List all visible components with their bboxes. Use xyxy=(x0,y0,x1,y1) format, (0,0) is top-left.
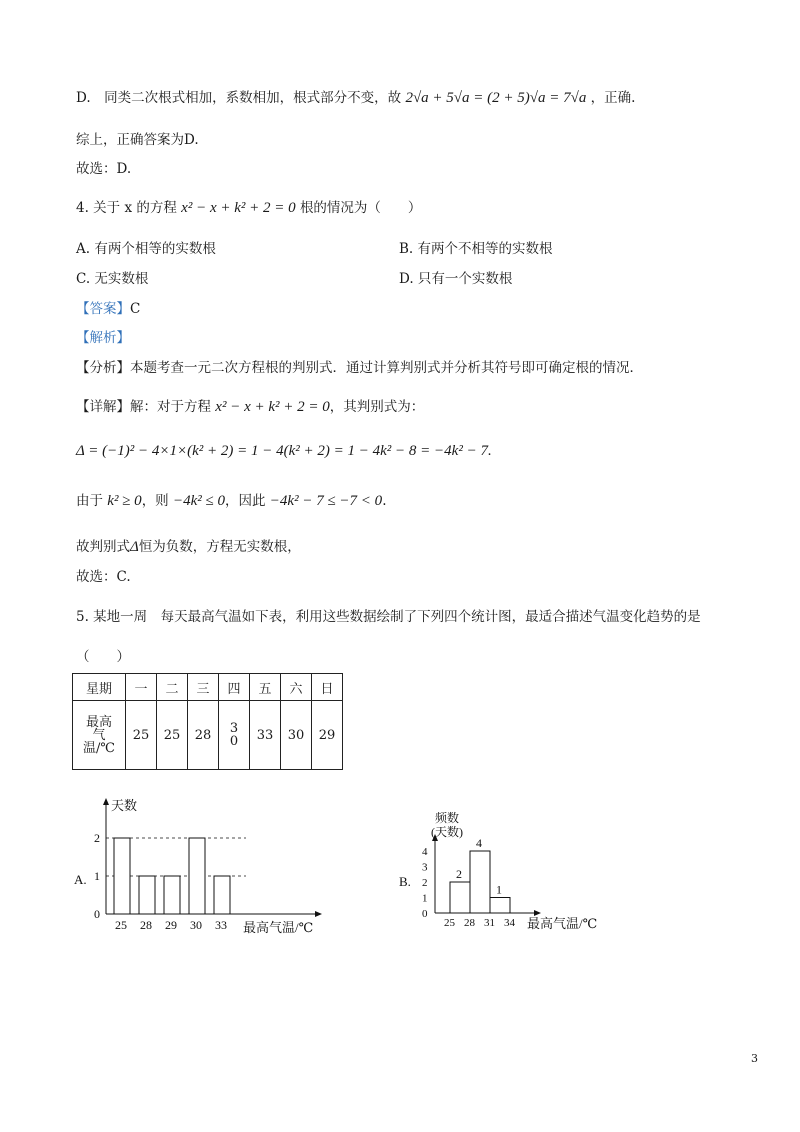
x-tick-label: 25 xyxy=(115,918,127,932)
q4-option-b: B. 有两个不相等的实数根 xyxy=(399,241,553,257)
q4-stem-pre: 4. 关于 x 的方程 xyxy=(76,200,177,216)
since-inequality-3: −4k² − 7 ≤ −7 < 0 xyxy=(269,493,383,509)
table-header-temp-line: 最高 xyxy=(85,714,112,730)
conclusion-pre: 故判别式 xyxy=(76,539,130,555)
conclusion-post: 恒为负数，方程无实数根， xyxy=(138,539,301,555)
y-tick-label: 1 xyxy=(94,869,100,883)
xiangjie-tag: 【详解】 xyxy=(76,399,130,415)
y-tick-label: 2 xyxy=(94,831,100,845)
data-label: 4 xyxy=(476,836,482,850)
table-day: 四 xyxy=(219,674,250,701)
table-header-temp-line: 气 xyxy=(92,727,106,743)
option-label: B. xyxy=(399,874,411,889)
q3-choice: 故选：D. xyxy=(76,161,132,177)
table-temp-thu-2: 0 xyxy=(229,734,239,749)
fenxi-tag: 【分析】 xyxy=(76,360,130,376)
answer-value: C xyxy=(130,301,141,317)
table-row-weekdays xyxy=(73,674,343,701)
q4-conclusion xyxy=(76,535,301,556)
y-tick-label: 2 xyxy=(422,877,428,889)
y-tick-label: 1 xyxy=(422,892,428,905)
q4-option-c: C. 无实数根 xyxy=(76,271,149,287)
table-header-weekday: 星期 xyxy=(73,674,126,701)
table-row-temps xyxy=(73,701,343,770)
table-temp: 28 xyxy=(188,701,219,770)
q5-stem: 5. 某地一周 每天最高气温如下表，利用这些数据绘制了下列四个统计图，最适合描述气温变化趋势的是 xyxy=(76,609,701,625)
x-tick-label: 33 xyxy=(215,918,227,932)
q4-stem-equation: x² − x + k² + 2 = 0 xyxy=(181,200,296,216)
table-day: 日 xyxy=(312,674,343,701)
table-day: 六 xyxy=(281,674,312,701)
chart-option-b xyxy=(395,800,625,940)
xiangjie-equation: x² − x + k² + 2 = 0 xyxy=(215,399,330,415)
x-axis-label: 最高气温/℃ xyxy=(527,916,598,931)
temperature-table xyxy=(72,673,343,770)
y-axis-arrow xyxy=(103,798,109,805)
data-label: 1 xyxy=(496,882,502,897)
x-tick-label: 30 xyxy=(190,918,202,932)
x-tick-label: 34 xyxy=(504,917,515,929)
bar xyxy=(164,876,180,914)
since-end: . xyxy=(382,493,387,509)
table-temp: 33 xyxy=(250,701,281,770)
table-temp: 25 xyxy=(157,701,188,770)
page-number: 3 xyxy=(751,1052,758,1065)
y-tick-label: 3 xyxy=(422,861,428,874)
y-axis-label: 天数 xyxy=(111,798,138,813)
since-pre: 由于 xyxy=(76,493,103,509)
y-tick-label: 0 xyxy=(94,907,100,921)
since-mid: ，则 xyxy=(141,493,169,509)
bar xyxy=(490,898,510,914)
q3-option-d xyxy=(76,86,635,107)
table-temp: 25 xyxy=(126,701,157,770)
q4-stem-post: 根的情况为（ ） xyxy=(299,200,422,216)
q4-option-a: A. 有两个相等的实数根 xyxy=(76,241,216,257)
table-temp: 30 xyxy=(281,701,312,770)
q5-paren: （ ） xyxy=(76,649,130,665)
q4-since xyxy=(76,489,386,510)
since-inequality-2: −4k² ≤ 0 xyxy=(172,493,225,509)
q4-fenxi xyxy=(76,356,643,376)
y-tick-label: 0 xyxy=(422,908,428,920)
bar xyxy=(189,838,205,914)
table-day: 二 xyxy=(157,674,188,701)
q3-option-d-text: D. 同类二次根式相加，系数相加，根式部分不变，故 xyxy=(76,90,402,106)
discriminant-formula: Δ = (−1)² − 4×1×(k² + 2) = 1 − 4(k² + 2) = 1 − 4k² − 8 = −4k² − 7. xyxy=(76,443,492,459)
x-tick-label: 28 xyxy=(140,918,152,932)
q4-answer xyxy=(76,297,140,317)
q4-discriminant xyxy=(76,443,492,460)
since-inequality-1: k² ≥ 0 xyxy=(107,493,142,509)
analysis-tag: 【解析】 xyxy=(76,330,130,346)
q3-option-d-formula: 2√a + 5√a = (2 + 5)√a = 7√a xyxy=(405,90,587,106)
q4-stem xyxy=(76,196,421,217)
since-mid2: ，因此 xyxy=(225,493,266,509)
bar xyxy=(139,876,155,914)
x-tick-label: 29 xyxy=(165,918,177,932)
xiangjie-post: ，其判别式为： xyxy=(329,399,425,415)
option-label: A. xyxy=(74,872,87,887)
y-axis-label: 频数 xyxy=(435,811,460,825)
bar xyxy=(114,838,130,914)
bar xyxy=(450,882,470,913)
table-temp xyxy=(219,701,250,770)
bar xyxy=(214,876,230,914)
xiangjie-pre: 解：对于方程 xyxy=(130,399,211,415)
x-axis-label: 最高气温/℃ xyxy=(243,920,314,935)
x-tick-label: 31 xyxy=(484,917,495,929)
q4-analysis-heading xyxy=(76,326,130,346)
q4-choice: 故选：C. xyxy=(76,569,131,585)
table-day: 三 xyxy=(188,674,219,701)
chart-option-a xyxy=(68,798,348,938)
answer-tag: 【答案】 xyxy=(76,301,130,317)
x-axis-arrow xyxy=(315,911,322,917)
x-tick-label: 28 xyxy=(464,917,475,929)
conclusion-delta: Δ xyxy=(130,539,139,555)
table-day: 一 xyxy=(126,674,157,701)
table-header-temp-line: 温/℃ xyxy=(83,740,115,756)
table-temp: 29 xyxy=(312,701,343,770)
q4-option-d: D. 只有一个实数根 xyxy=(399,271,513,287)
y-axis-label: (天数) xyxy=(431,825,463,839)
y-tick-label: 4 xyxy=(422,846,428,858)
q4-xiangjie xyxy=(76,395,424,416)
data-label: 2 xyxy=(456,867,462,881)
bar xyxy=(470,851,490,913)
q3-summary: 综上，正确答案为D. xyxy=(76,132,199,148)
fenxi-text: 本题考查一元二次方程根的判别式．通过计算判别式并分析其符号即可确定根的情况． xyxy=(130,360,643,376)
q3-option-d-tail: ，正确. xyxy=(590,90,636,106)
table-temp-thu-1: 3 xyxy=(229,721,239,736)
table-day: 五 xyxy=(250,674,281,701)
x-tick-label: 25 xyxy=(444,917,455,929)
table-header-temp xyxy=(73,701,126,770)
